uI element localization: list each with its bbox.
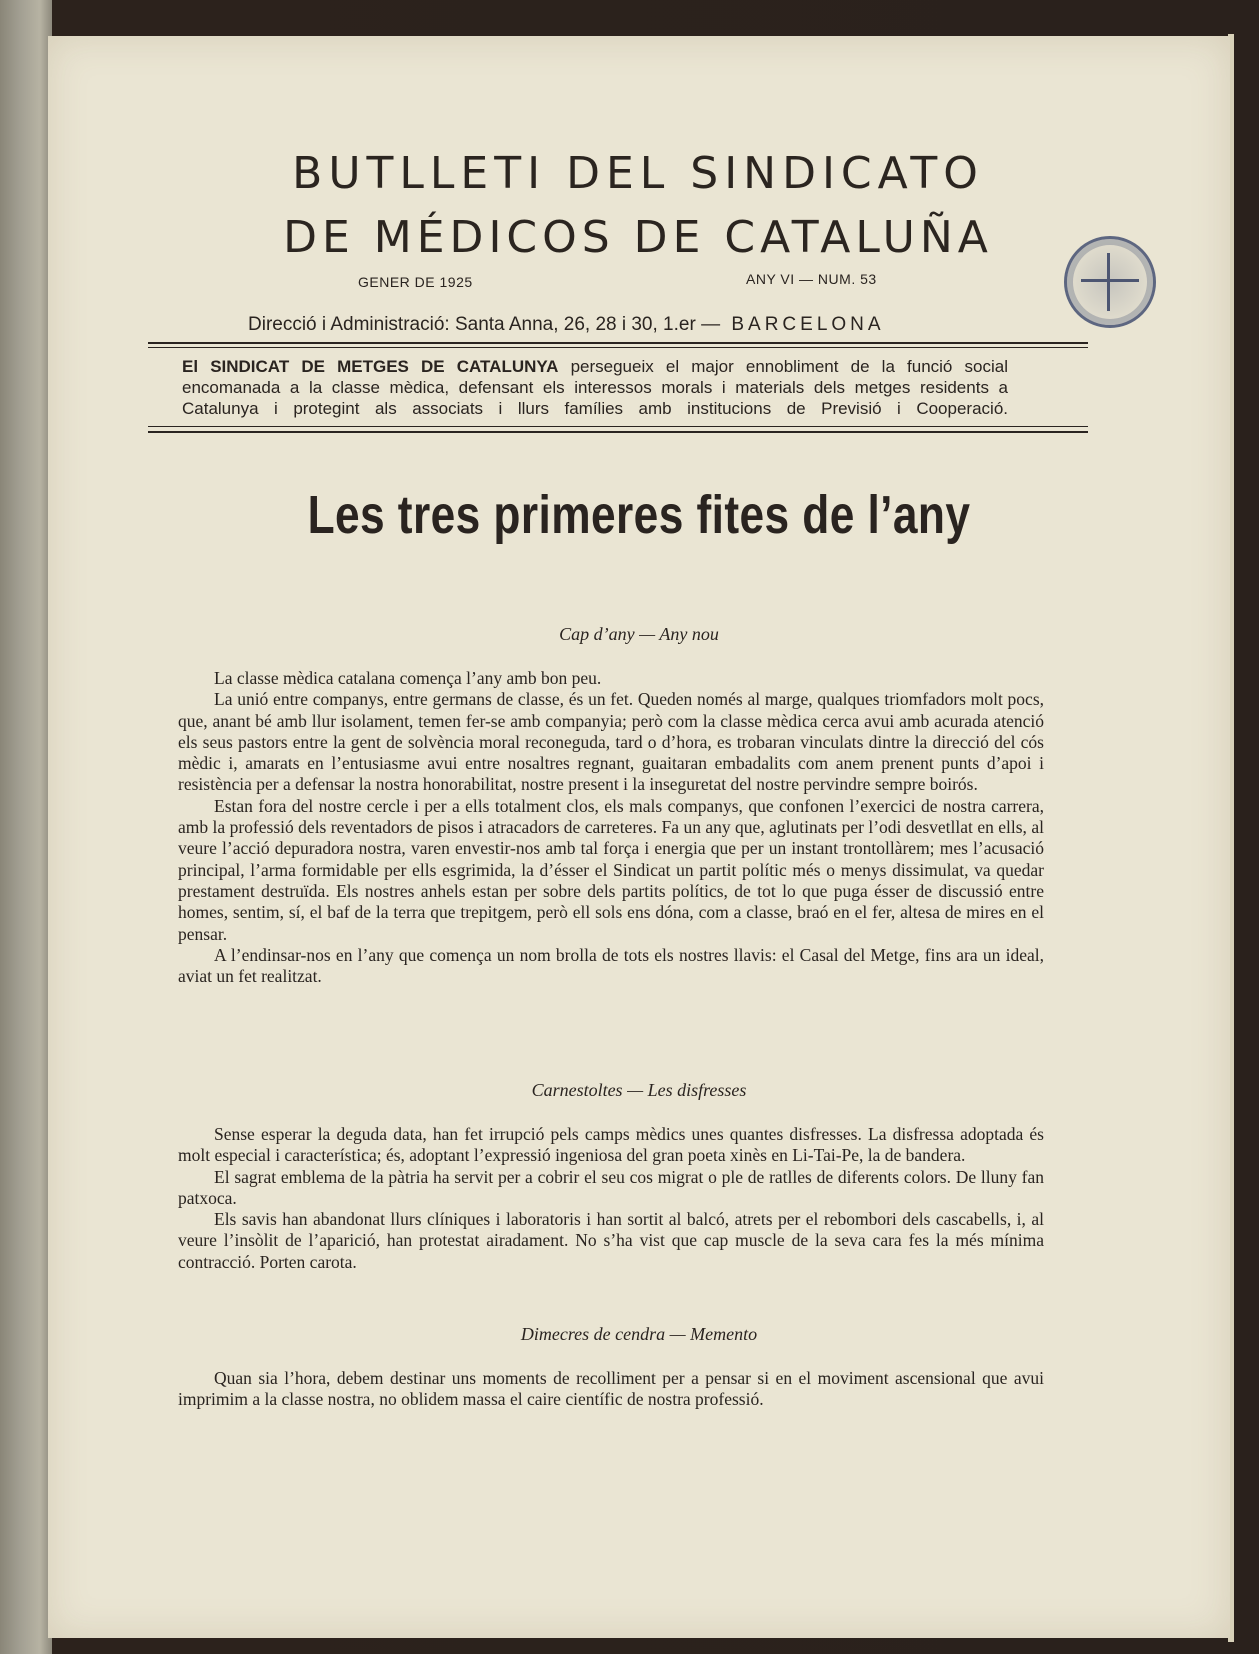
paragraph: La classe mèdica catalana comença l’any amb bon peu. [214,668,602,688]
section-heading-2: Carnestoltes — Les disfresses [531,1080,747,1100]
paragraph: Sense esperar la deguda data, han fet irrupció pels camps mèdics unes quantes disfresses. La disfressa adoptada és molt especial i característica; és, adoptant l’expressió ingeniosa del gran poeta xinès en Li-Tai-Pe, la de bandera. [178,1124,1044,1166]
issue-date: GENER DE 1925 [358,274,473,290]
address-line [248,314,885,336]
paper-page [48,36,1230,1638]
top-rule [148,342,1088,344]
article-title: Les tres primeres fites de l’any [307,485,971,545]
section-heading-3: Dimecres de cendra — Memento [520,1324,758,1344]
address-text: Direcció i Administració: Santa Anna, 26, 28 i 30, 1.er — [248,314,721,335]
mission-paragraph [182,356,1008,419]
section-body-2 [178,1124,1044,1273]
paragraph: Quan sia l’hora, debem destinar uns moments de recolliment per a pensar si en el moviment ascensional que avui imprimim a la classe nostra, no oblidem massa el caire científic de nostra professió. [178,1368,1044,1410]
address-city: BARCELONA [731,314,885,335]
section-body-1 [178,668,1044,987]
top-rule-thin [148,347,1088,348]
bottom-rule [148,431,1088,433]
book-binding [0,0,52,1654]
paragraph: La unió entre companys, entre germans de classe, és un fet. Queden només al marge, qualques triomfadors molt pocs, que, anant bé amb llur isolament, temen fer-se amb companyia; però com la classe mèdica cerca avui amb acurada atenció els seus pastors entre la gent de solvència moral reconeguda, tard o d’hora, es trobaran vinculats dintre la direcció del cós mèdic i, amarats en l’entusiasme avui entre nosaltres regnant, guaitaran embadalits com anem prenent punts d’apoi i resistència per a defensar la nostra honorabilitat, nostre present i la inseguretat del nostre pervindre sempre boirós. [178,689,1044,795]
mission-org: El SINDICAT DE METGES DE CATALUNYA [182,357,559,376]
paragraph: Els savis han abandonat llurs clíniques i laboratoris i han sortit al balcó, atrets per el rebombori dels cascabells, i, al veure l’insòlit de l’aparició, han protestat airadament. No s’ha vist que cap muscle de la seva cara fes la més mínima contracció. Porten carota. [178,1209,1044,1272]
masthead-line-1: BUTLLETI DEL SINDICATO [292,148,984,199]
bottom-rule-thin [148,426,1088,427]
mission-statement [182,356,1008,419]
section-heading-1: Cap d’any — Any nou [559,624,719,644]
mission-text: persegueix el major ennobliment de la funció social encomanada a la classe mèdica, defensant els interessos morals i materials dels metges residents a Catalunya i protegint als associats i llurs famílies amb institucions de Previsió i Cooperació. [182,357,1008,418]
paragraph: Estan fora del nostre cercle i per a ells totalment clos, els mals companys, que confonen l’exercici de nostra carrera, amb la professió dels reventadors de pisos i atracadors de carreteres. Fa un any que, aglutinats per l’odi desvetllat en ells, al veure l’acció depuradora nostra, varen envestir-nos amb tal força i energia que per un instant trontollàrem; mes l’acusació principal, l’arma formidable per ells esgrimida, la d’ésser el Sindicat un partit polític més o menys dissimulat, va quedar prestament destruïda. Els nostres anhels estan per sobre dels partits polítics, de tot lo que puga ésser de discussió entre homes, sentim, sí, el baf de la terra que trepitgem, però ell sols ens dóna, com a classe, braó en el fer, altesa de mires en el pensar. [178,795,1044,944]
masthead-line-2: DE MÉDICOS DE CATALUÑA [283,212,993,263]
section-body-3 [178,1368,1044,1411]
paragraph: El sagrat emblema de la pàtria ha servit per a cobrir el seu cos migrat o ple de ratlles de diferents colors. De lluny fan patxoca. [178,1166,1044,1208]
library-stamp-icon [1064,236,1156,328]
paragraph: A l’endinsar-nos en l’any que comença un nom brolla de tots els nostres llavis: el Casal del Metge, fins ara un ideal, aviat un fet realitzat. [178,944,1044,987]
page-content [48,36,1230,1638]
issue-number: ANY VI — NUM. 53 [746,271,877,287]
